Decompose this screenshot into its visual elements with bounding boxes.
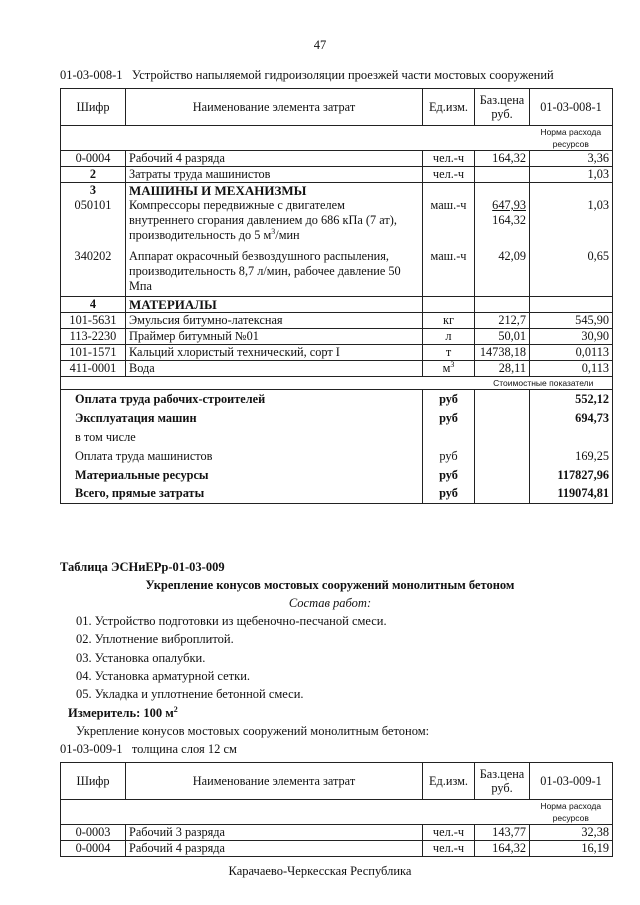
cost-row: Оплата труда рабочих-строителей руб 552,12	[61, 390, 613, 409]
table-header-row	[61, 89, 613, 126]
work-item: 05. Укладка и уплотнение бетонной смеси.	[76, 687, 304, 701]
cost-caption: Стоимостные показатели	[475, 377, 613, 390]
header-norm: 01-03-009-1	[530, 763, 613, 800]
table-row: 101-5631 Эмульсия битумно-латексная кг 212,7 545,90	[61, 313, 613, 329]
section-header-row: 3 МАШИНЫ И МЕХАНИЗМЫ	[61, 183, 613, 199]
work-item: 04. Установка арматурной сетки.	[76, 669, 251, 683]
header-name: Наименование элемента затрат	[126, 89, 423, 126]
cost-row: Эксплуатация машин руб 694,73	[61, 409, 613, 428]
norm-caption-row	[61, 126, 613, 151]
table-row: 050101 Компрессоры передвижные с двигателем внутреннего сгорания давлением до 686 кПа (7 ат), производительность до 5 $м^3$/мин маш.-ч 647,93 164,32 1,03	[61, 198, 613, 249]
work-item: 03. Установка опалубки.	[76, 651, 206, 665]
table-header-row	[61, 763, 613, 800]
norm-caption: Норма расхода ресурсов	[530, 800, 613, 825]
norm-caption-row	[61, 800, 613, 825]
header-norm: 01-03-008-1	[530, 89, 613, 126]
code-line: 01-03-009-1 толщина слоя 12 см	[60, 742, 237, 756]
table1-caption	[60, 68, 554, 83]
cost-row: Всего, прямые затраты руб 119074,81	[61, 485, 613, 504]
table-row: 2 Затраты труда машинистов чел.-ч 1,03	[61, 167, 613, 183]
table-row: 0-0003 Рабочий 3 разряда чел.-ч 143,77 32,38	[61, 825, 613, 841]
cost-row: в том числе	[61, 428, 613, 447]
composition-label: Состав работ:	[288, 596, 372, 610]
section-heading: Укрепление конусов мостовых сооружений монолитным бетоном	[145, 578, 515, 592]
header-price: Баз.цена руб.	[475, 89, 530, 126]
table1-code: 01-03-008-1	[60, 68, 123, 82]
meter-label: Измеритель: 100 $м^2$	[68, 705, 178, 721]
section-header-row: 4 МАТЕРИАЛЫ	[61, 297, 613, 313]
table2-title: Таблица ЭСНиЕРр-01-03-009	[60, 560, 225, 574]
cost-caption-row	[61, 377, 613, 390]
work-item: 02. Уплотнение виброплитой.	[76, 632, 234, 646]
table-row: 113-2230 Праймер битумный №01 л 50,01 30,90	[61, 329, 613, 345]
table-row: 0-0004 Рабочий 4 разряда чел.-ч 164,32 3,36	[61, 151, 613, 167]
table-row: 101-1571 Кальций хлористый технический, сорт I т 14738,18 0,0113	[61, 345, 613, 361]
header-name: Наименование элемента затрат	[126, 763, 423, 800]
header-unit: Ед.изм.	[423, 763, 475, 800]
cost-row: Материальные ресурсы руб 117827,96	[61, 466, 613, 485]
header-code: Шифр	[61, 89, 126, 126]
section-description: Укрепление конусов мостовых сооружений монолитным бетоном:	[76, 724, 430, 738]
header-price: Баз.цена руб.	[475, 763, 530, 800]
resource-table-2	[60, 762, 613, 857]
header-code: Шифр	[61, 763, 126, 800]
norm-caption: Норма расхода ресурсов	[530, 126, 613, 151]
header-unit: Ед.изм.	[423, 89, 475, 126]
footer-region: Карачаево-Черкесская Республика	[228, 864, 412, 878]
table1-title: Устройство напыляемой гидроизоляции проезжей части мостовых сооружений	[131, 68, 554, 82]
resource-table-1	[60, 88, 613, 504]
page-number: 47	[313, 38, 327, 52]
table-row: 411-0001 Вода $м^3$ 28,11 0,113	[61, 361, 613, 377]
table-row: 0-0004 Рабочий 4 разряда чел.-ч 164,32 16,19	[61, 841, 613, 857]
work-item: 01. Устройство подготовки из щебеночно-песчаной смеси.	[76, 614, 387, 628]
table-row: 340202 Аппарат окрасочный безвоздушного распыления, производительность 8,7 л/мин, рабочее давление 50 Мпа маш.-ч 42,09 0,65	[61, 249, 613, 297]
cost-row: Оплата труда машинистов руб 169,25	[61, 447, 613, 466]
